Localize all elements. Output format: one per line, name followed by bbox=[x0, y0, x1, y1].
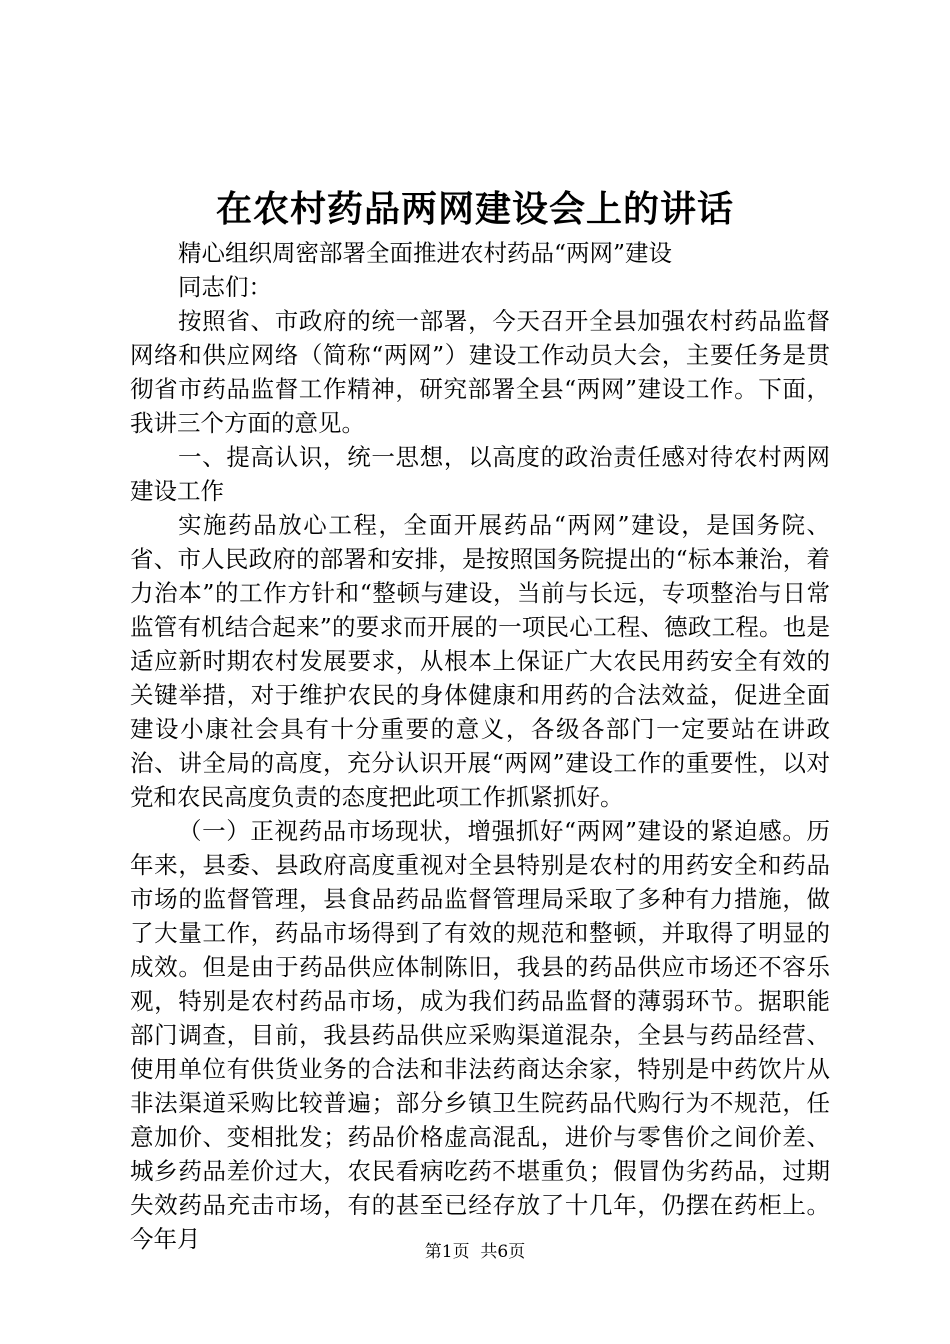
page-total: 共6页 bbox=[480, 1242, 526, 1262]
document-body bbox=[130, 236, 830, 1256]
body-paragraph: （一）正视药品市场现状，增强抓好“两网”建设的紧迫感。历年来，县委、县政府高度重视对全县特别是农村的用药安全和药品市场的监督管理，县食品药品监督管理局采取了多种有力措施，做了大量工作，药品市场得到了有效的规范和整顿，并取得了明显的成效。但是由于药品供应体制陈旧，我县的药品供应市场还不容乐观，特别是农村药品市场，成为我们药品监督的薄弱环节。据职能部门调查，目前，我县药品供应采购渠道混杂，全县与药品经营、使用单位有供货业务的合法和非法药商达余家，特别是中药饮片从非法渠道采购比较普遍；部分乡镇卫生院药品代购行为不规范，任意加价、变相批发；药品价格虚高混乱，进价与零售价之间价差、城乡药品差价过大，农民看病吃药不堪重负；假冒伪劣药品，过期失效药品充击市场，有的甚至已经存放了十几年，仍摆在药柜上。今年月 bbox=[130, 817, 830, 1253]
page-number: 第1页 bbox=[424, 1242, 470, 1262]
document-title: 在农村药品两网建设会上的讲话 bbox=[215, 188, 734, 230]
subtitle-paragraph: 精心组织周密部署全面推进农村药品“两网”建设 bbox=[178, 239, 673, 267]
section-heading: 一、提高认识，统一思想，以高度的政治责任感对待农村两网建设工作 bbox=[130, 443, 830, 505]
page-footer bbox=[0, 1240, 950, 1264]
salutation-paragraph: 同志们： bbox=[178, 273, 272, 301]
body-paragraph: 实施药品放心工程，全面开展药品“两网”建设，是国务院、省、市人民政府的部署和安排，是按照国务院提出的“标本兼治，着力治本”的工作方针和“整顿与建设，当前与长远，专项整治与日常监管有机结合起来”的要求而开展的一项民心工程、德政工程。也是适应新时期农村发展要求，从根本上保证广大农民用药安全有效的关键举措，对于维护农民的身体健康和用药的合法效益，促进全面建设小康社会具有十分重要的意义，各级各部门一定要站在讲政治、讲全局的高度，充分认识开展“两网”建设工作的重要性，以对党和农民高度负责的态度把此项工作抓紧抓好。 bbox=[130, 511, 830, 811]
body-paragraph: 按照省、市政府的统一部署，今天召开全县加强农村药品监督网络和供应网络（简称“两网”）建设工作动员大会，主要任务是贯彻省市药品监督工作精神，研究部署全县“两网”建设工作。下面，我讲三个方面的意见。 bbox=[130, 307, 830, 437]
